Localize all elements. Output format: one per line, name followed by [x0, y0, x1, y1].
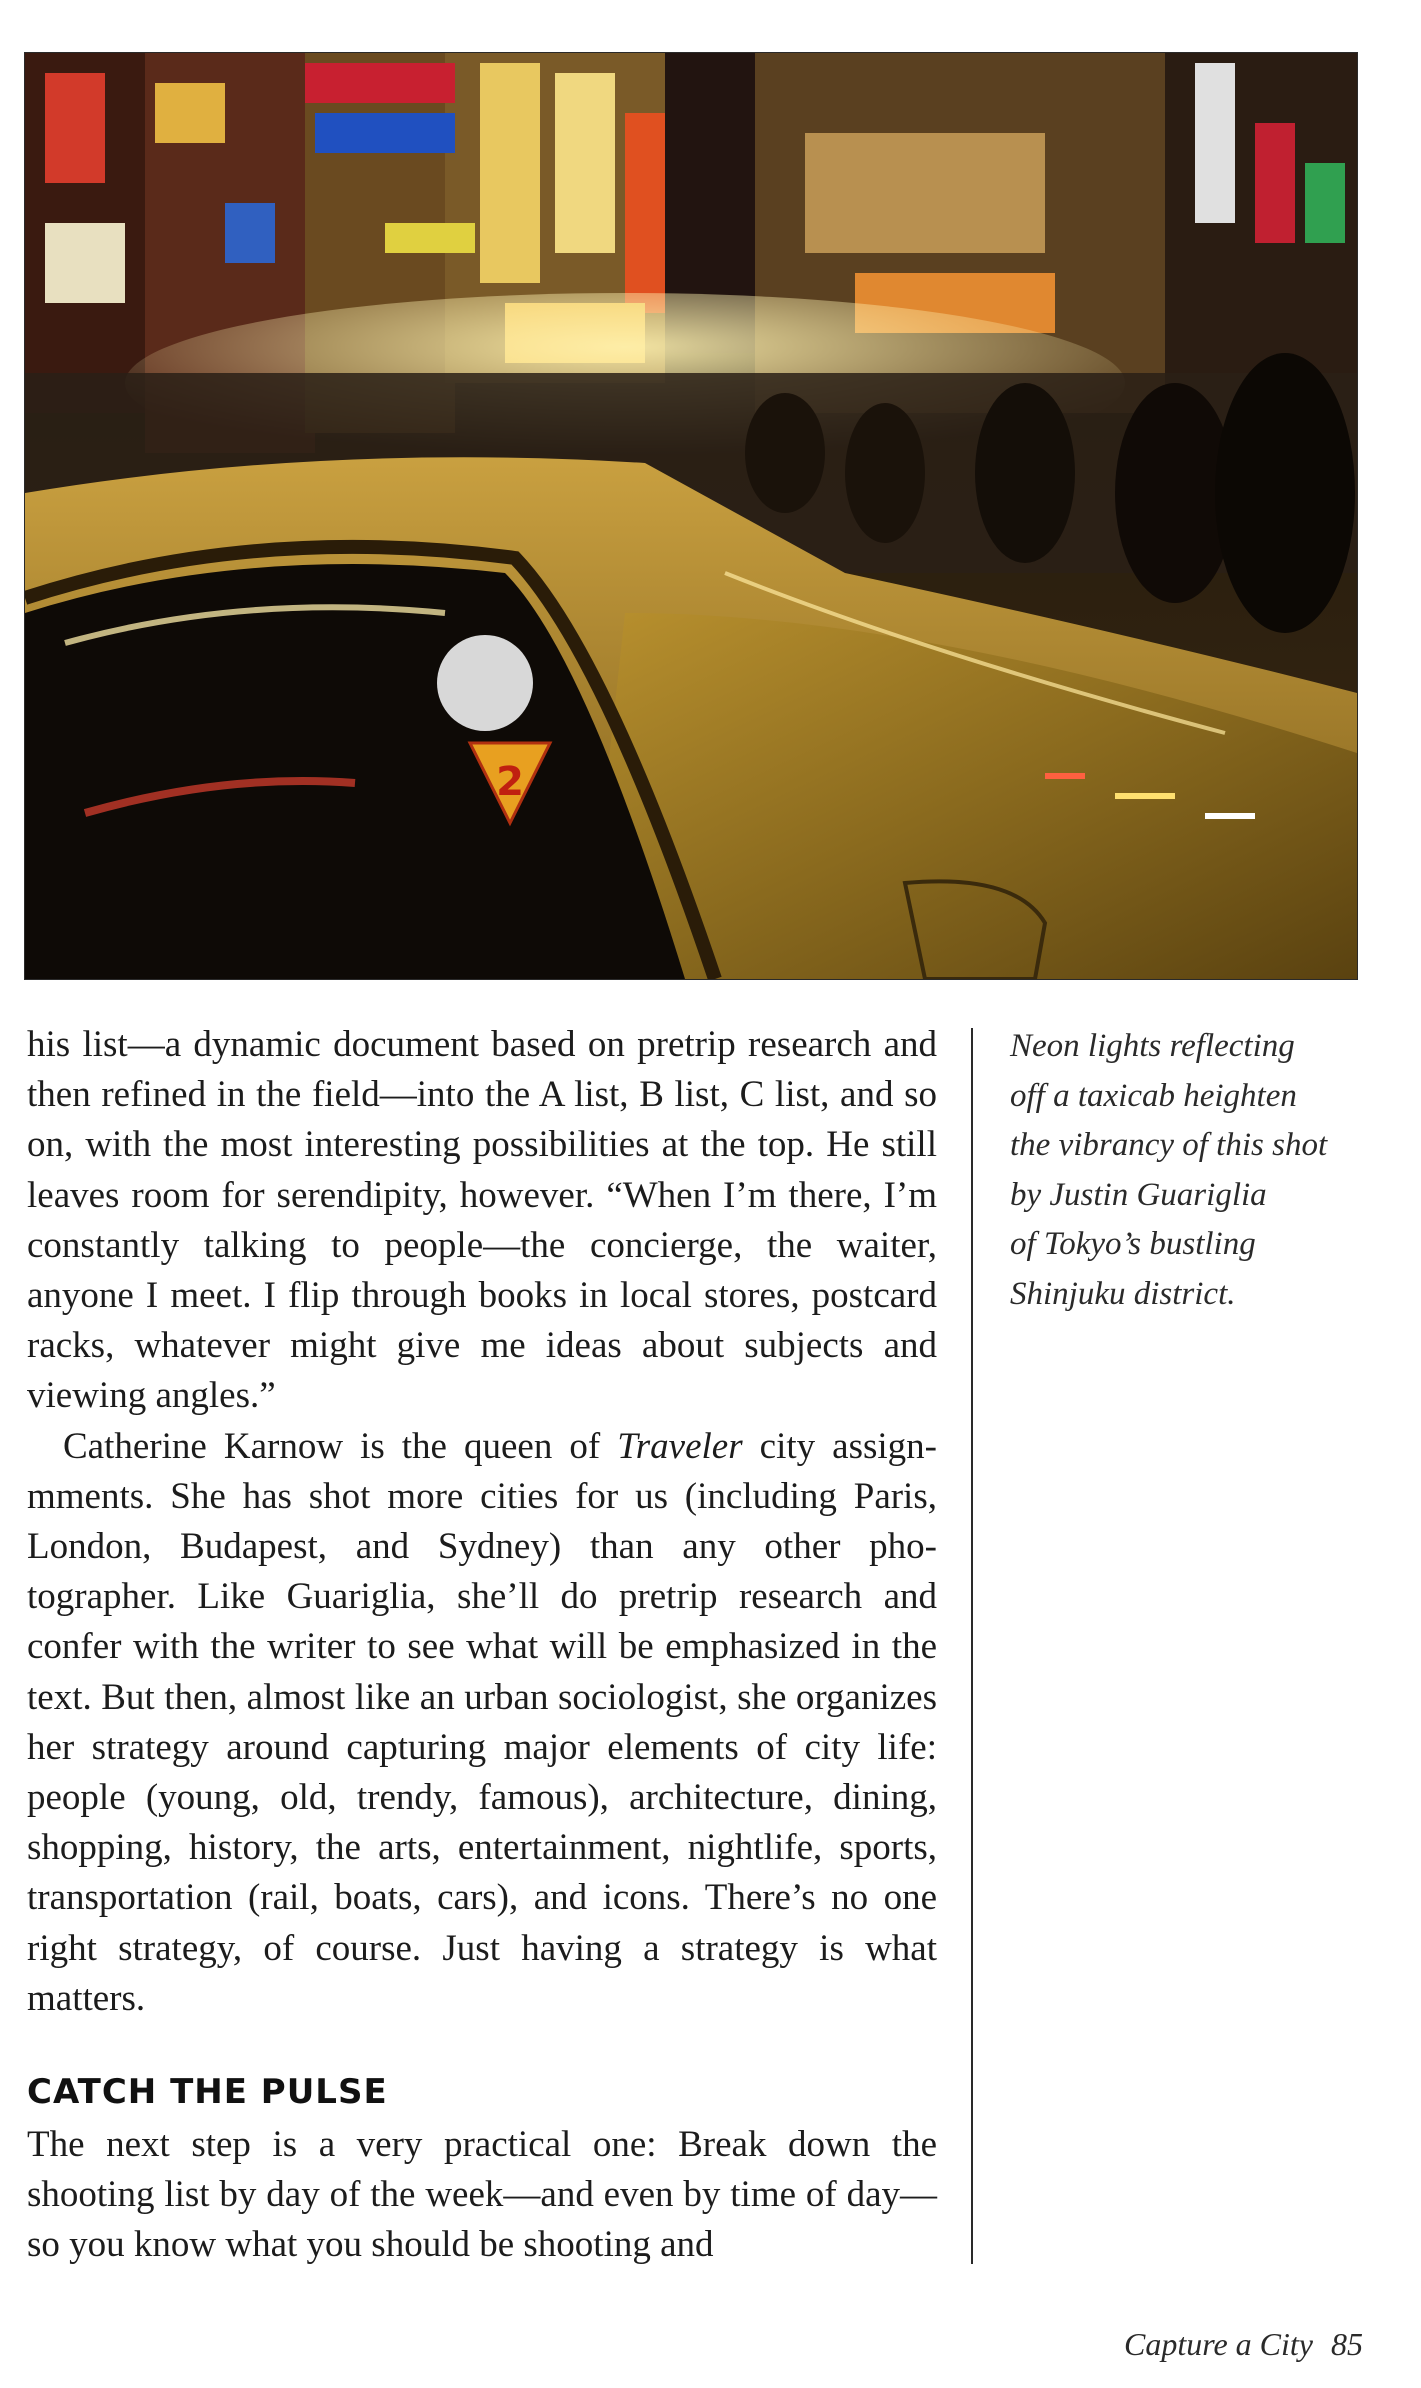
column-divider	[971, 1028, 973, 2264]
magazine-title-traveler: Traveler	[617, 1425, 743, 1467]
page-number: 85	[1331, 2326, 1363, 2362]
body-paragraph-2	[27, 1422, 937, 2024]
caption-line: Neon lights reflecting	[1010, 1028, 1295, 1064]
body-text-column	[27, 1020, 937, 2271]
caption-line: of Tokyo’s bustling	[1010, 1226, 1256, 1262]
taxi-sticker-number: 2	[496, 759, 524, 805]
chapter-title: Capture a City	[1123, 2326, 1313, 2362]
caption-line: Shinjuku district.	[1010, 1275, 1236, 1312]
body-paragraph-2-start: Catherine Karnow is the queen of	[63, 1425, 618, 1467]
taxicab-photo-art	[25, 53, 1357, 979]
caption-line: the vibrancy of this shot	[1010, 1127, 1328, 1163]
body-paragraph-3: The next step is a very practical one: Break down the shooting list by day of the week—and even by time of day—so you know what you should be shooting and	[27, 2124, 937, 2266]
caption-line: by Justin Guariglia	[1010, 1176, 1267, 1213]
section-heading: CATCH THE PULSE	[27, 2072, 388, 2113]
body-paragraph-1: his list—a dynamic document based on pretrip research and then refined in the field—into the A list, B list, C list, and so on, with the most interesting possibilities at the top. He still leaves room for serendipity, however. “When I’m there, I’m constantly talking to people—the concierge, the waiter, anyone I meet. I flip through books in local stores, postcard racks, whatever might give me ideas about subjects and viewing angles.”	[27, 1024, 937, 1417]
running-footer	[1124, 2326, 1363, 2363]
body-paragraph-2-rest: city assignmments. She has shot more cities for us (including Paris, London, Budapest, and Sydney) than any other photographer. Like Guariglia, she’ll do pretrip research and confer with the writer to see what will be emphasized in the text. But then, almost like an urban sociologist, she organizes her strategy around capturing major elements of city life: people (young, old, trendy, famous), architecture, dining, shopping, history, the arts, entertainment, nightlife, sports, transportation (rail, boats, cars), and icons. There’s no one right strategy, of course. Just having a strategy is what matters.	[27, 1425, 937, 2019]
taxicab-photo	[24, 52, 1358, 980]
photo-caption	[1010, 1022, 1370, 1319]
caption-line: off a taxicab heighten	[1010, 1077, 1297, 1114]
